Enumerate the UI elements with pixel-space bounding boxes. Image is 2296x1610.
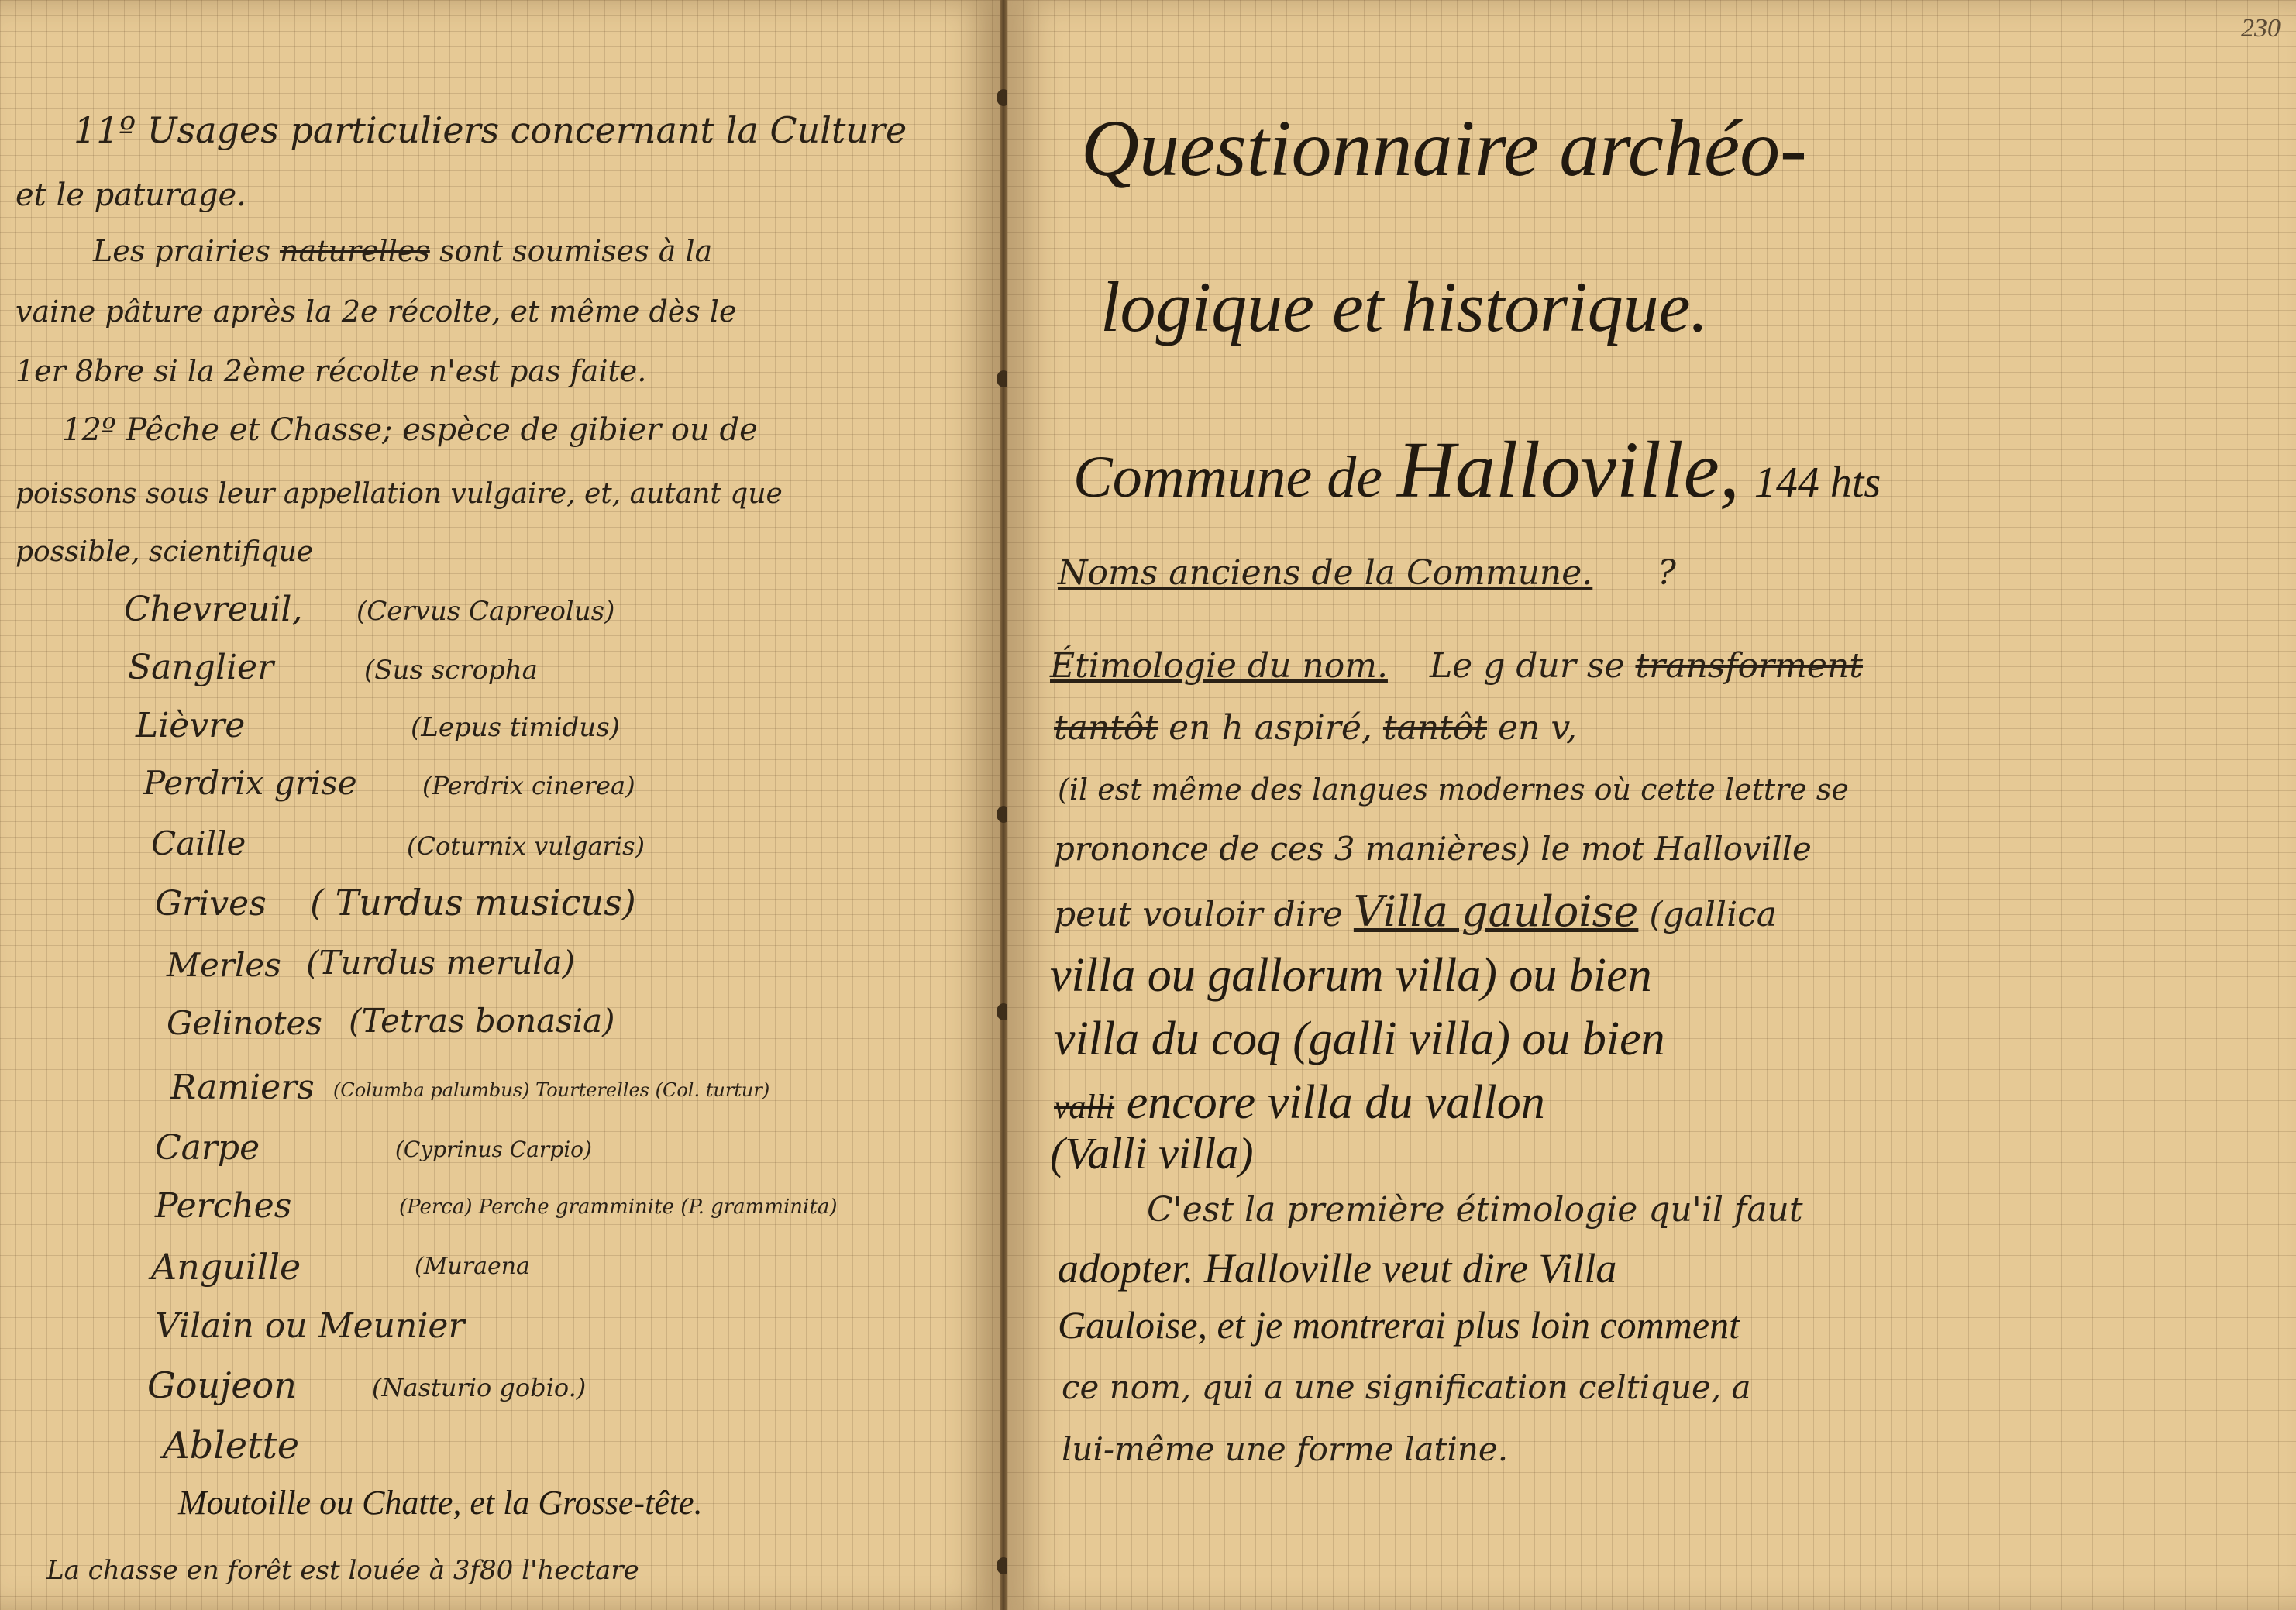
heading-11-line1: 11º Usages particuliers concernant la Culture bbox=[74, 109, 907, 151]
p1-line2: vaine pâture après la 2e récolte, et même dès le bbox=[15, 294, 737, 329]
species-name: Perdrix grise bbox=[143, 764, 357, 802]
commune-heading bbox=[1073, 425, 1881, 514]
conclusion-line5: lui-même une forme latine. bbox=[1062, 1430, 1509, 1468]
heading-11-line2: et le paturage. bbox=[15, 177, 246, 213]
species-name: Chevreuil, bbox=[124, 590, 303, 629]
etym-label: Étimologie du nom. bbox=[1050, 646, 1388, 686]
etym-line8 bbox=[1054, 1078, 1545, 1127]
final-line: La chasse en forêt est louée à 3f80 l'hectare bbox=[46, 1555, 639, 1586]
commune-label: Commune de bbox=[1073, 445, 1382, 510]
species-latin: (Muraena bbox=[415, 1253, 530, 1280]
left-page bbox=[0, 0, 1000, 1610]
species-latin: (Cyprinus Carpio) bbox=[395, 1137, 592, 1162]
p1-line3: 1er 8bre si la 2ème récolte n'est pas faite. bbox=[15, 354, 647, 388]
species-latin: (Turdus merula) bbox=[306, 944, 576, 982]
etym-line2-struck2: tantôt bbox=[1382, 708, 1488, 748]
species-name: Lièvre bbox=[136, 706, 246, 745]
etym-line4: prononce de ces 3 manières) le mot Halloville bbox=[1054, 830, 1812, 868]
commune-area: 144 hts bbox=[1754, 459, 1881, 507]
etym-line5-villa-gauloise: Villa gauloise bbox=[1353, 887, 1639, 936]
folio-number: 230 bbox=[2241, 14, 2281, 43]
heading-12-line3: possible, scientifique bbox=[15, 536, 314, 568]
p1-line1 bbox=[93, 236, 712, 266]
etym-line1-text: Le g dur se bbox=[1429, 646, 1625, 686]
moutoille-line: Moutoille ou Chatte, et la Grosse-tête. bbox=[178, 1484, 703, 1522]
species-latin: (Coturnix vulgaris) bbox=[407, 831, 645, 861]
p1-line1-start: Les prairies bbox=[93, 234, 270, 268]
right-page bbox=[1007, 0, 2296, 1610]
species-latin: (Columba palumbus) Tourterelles (Col. turtur) bbox=[333, 1079, 770, 1101]
noms-anciens bbox=[1058, 553, 1676, 593]
conclusion-line3: Gauloise, et je montrerai plus loin comment bbox=[1058, 1303, 1740, 1347]
species-name: Goujeon bbox=[147, 1364, 297, 1406]
title-line2: logique et historique. bbox=[1100, 267, 1709, 346]
p1-line1-struck: naturelles bbox=[280, 234, 430, 268]
etym-line6: villa ou gallorum villa) ou bien bbox=[1050, 949, 1652, 1002]
etym-line5 bbox=[1054, 887, 1778, 936]
etym-line2-end: en v, bbox=[1498, 708, 1578, 748]
conclusion-line4: ce nom, qui a une signification celtique, a bbox=[1062, 1368, 1751, 1406]
etym-line8-struck: valli bbox=[1054, 1088, 1115, 1126]
species-latin: ( Turdus musicus) bbox=[310, 882, 636, 924]
conclusion-line1: C'est la première étimologie qu'il faut bbox=[1147, 1190, 1803, 1230]
species-name: Merles bbox=[167, 946, 281, 984]
heading-12-line2: poissons sous leur appellation vulgaire, et, autant que bbox=[15, 478, 783, 510]
species-name: Carpe bbox=[155, 1128, 260, 1168]
p1-line1-end: sont soumises à la bbox=[439, 234, 713, 268]
species-name: Caille bbox=[151, 824, 246, 862]
etym-line5-start: peut vouloir dire bbox=[1054, 895, 1343, 934]
etym-line7: villa du coq (galli villa) ou bien bbox=[1054, 1013, 1665, 1065]
heading-12-line1: 12º Pêche et Chasse; espèce de gibier ou de bbox=[62, 412, 758, 448]
species-name: Grives bbox=[155, 884, 267, 924]
species-name: Gelinotes bbox=[167, 1004, 322, 1042]
conclusion-line2: adopter. Halloville veut dire Villa bbox=[1058, 1245, 1617, 1292]
noms-anciens-label: Noms anciens de la Commune. bbox=[1058, 553, 1593, 593]
species-latin: (Tetras bonasia) bbox=[349, 1002, 615, 1040]
species-name: Vilain ou Meunier bbox=[155, 1306, 465, 1346]
noms-anciens-mark: ? bbox=[1657, 553, 1676, 593]
etym-line3: (il est même des langues modernes où cette lettre se bbox=[1058, 772, 1849, 807]
etym-line2-struck1: tantôt bbox=[1054, 708, 1158, 748]
etym-line2 bbox=[1054, 708, 1578, 748]
species-name: Ablette bbox=[163, 1424, 300, 1467]
species-name: Sanglier bbox=[128, 648, 274, 687]
etym-line1-struck: transforment bbox=[1635, 646, 1863, 686]
species-name: Perches bbox=[155, 1186, 292, 1226]
species-latin: (Nasturio gobio.) bbox=[372, 1373, 587, 1402]
etym-line1 bbox=[1050, 646, 1863, 686]
commune-name: Halloville, bbox=[1396, 425, 1740, 514]
species-name: Anguille bbox=[151, 1246, 301, 1288]
etym-line8-rest: encore villa du vallon bbox=[1126, 1076, 1545, 1129]
binding-gutter bbox=[1000, 0, 1007, 1610]
species-latin: (Lepus timidus) bbox=[411, 712, 620, 743]
species-latin: (Perdrix cinerea) bbox=[422, 771, 635, 800]
etym-line2-mid: en h aspiré, bbox=[1169, 708, 1372, 748]
species-name: Ramiers bbox=[170, 1068, 315, 1107]
title-line1: Questionnaire archéo- bbox=[1081, 104, 1807, 193]
etym-line9: (Valli villa) bbox=[1050, 1128, 1254, 1178]
species-latin: (Perca) Perche gramminite (P. gramminita) bbox=[399, 1195, 838, 1219]
species-latin: (Cervus Capreolus) bbox=[356, 596, 615, 627]
etym-line5-end: (gallica bbox=[1649, 895, 1778, 934]
species-latin: (Sus scropha bbox=[364, 655, 538, 686]
